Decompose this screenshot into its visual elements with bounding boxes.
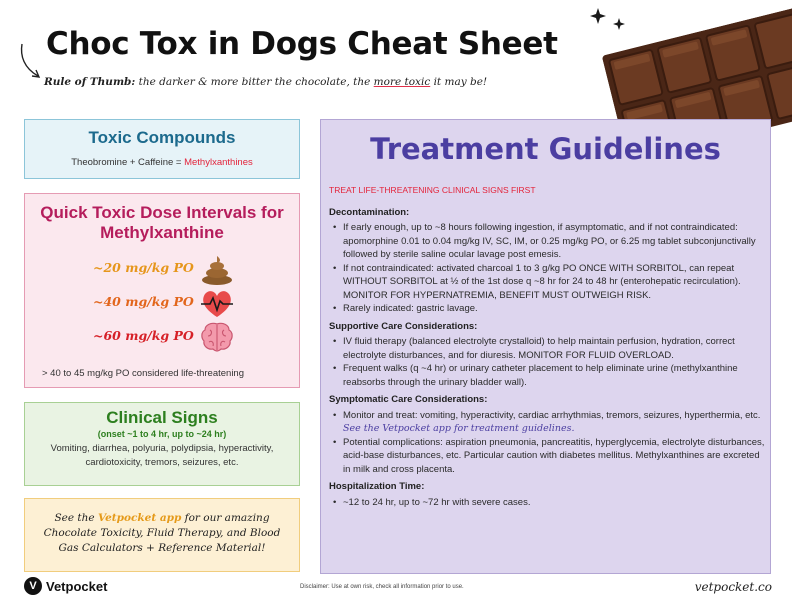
dose-row	[25, 286, 299, 320]
hospitalization-heading: Hospitalization Time:	[329, 481, 425, 492]
list-item: • Frequent walks (q ~4 hr) or urinary catheter placement to help eliminate urine (methylxanthine reabsorbs through the urinary bladder wall).	[329, 362, 765, 389]
promo-text	[25, 511, 299, 556]
promo-text-2: for our amazing Chocolate Toxicity, Fluid Therapy, and Blood Gas Calculators + Reference Material!	[43, 512, 281, 554]
brain-icon	[199, 320, 235, 354]
disclaimer: Disclaimer: Use at own risk, check all information prior to use.	[300, 584, 464, 590]
toxic-compounds-line	[25, 157, 299, 168]
clinical-signs-list: Vomiting, diarrhea, polyuria, polydipsia, hyperactivity, cardiotoxicity, tremors, seizures, etc.	[50, 443, 274, 468]
sparkle-icon	[590, 8, 606, 24]
page-title: Choc Tox in Dogs Cheat Sheet	[46, 26, 558, 62]
promo-app-link[interactable]: Vetpocket app	[97, 512, 182, 524]
compounds-prefix: Theobromine + Caffeine =	[71, 157, 185, 168]
poop-icon	[199, 252, 235, 286]
rule-of-thumb	[44, 76, 487, 88]
clinical-signs-card	[24, 402, 300, 486]
vetpocket-logo-text: Vetpocket	[46, 578, 108, 594]
compounds-highlight: Methylxanthines	[184, 157, 253, 168]
toxic-compounds-card	[24, 119, 300, 179]
heart-pulse-icon	[199, 286, 235, 320]
website-link[interactable]: vetpocket.co	[694, 580, 772, 594]
dose-row	[25, 252, 299, 286]
list-item: • If not contraindicated: activated charcoal 1 to 3 g/kg PO ONCE WITH SORBITOL, can repeat WITHOUT SORBITOL at ½ of the 1st dose q ~8 hr for 24 to 48 hr (enterohepatic recirculation). MONITOR FOR HYPERNATREMIA, BENEFIT MUST OUTWEIGH RISK.	[329, 262, 765, 303]
clinical-signs-onset: (onset ~1 to 4 hr, up to ~24 hr)	[97, 429, 227, 439]
list-item: • IV fluid therapy (balanced electrolyte crystalloid) to help maintain perfusion, hydration, correct electrolyte disturbances, and for diuresis. MONITOR FOR FLUID OVERLOAD.	[329, 335, 765, 362]
decontamination-list	[329, 221, 765, 316]
hospitalization-list	[329, 496, 765, 510]
rule-highlight: more toxic	[373, 76, 431, 88]
toxic-dose-card	[24, 193, 300, 388]
rule-label: Rule of Thumb:	[44, 76, 136, 88]
promo-text-1: See the	[54, 512, 98, 524]
toxic-dose-title: Quick Toxic Dose Intervals for Methylxanthine	[40, 203, 284, 242]
list-item: • If early enough, up to ~8 hours following ingestion, if asymptomatic, and if not contraindicated: apomorphine 0.01 to 0.04 mg/kg IV, SC, IM, or 0.25 mg/kg PO, or 6.25 mg tablet subconjunctivally followed by sterile saline ocular lavage post emesis.	[329, 221, 765, 262]
treatment-body	[329, 184, 765, 513]
life-threatening-note: > 40 to 45 mg/kg PO considered life-threatening	[42, 368, 244, 379]
supportive-care-heading: Supportive Care Considerations:	[329, 320, 478, 332]
vetpocket-logo[interactable]	[24, 577, 107, 595]
symptomatic-care-heading: Symptomatic Care Considerations:	[329, 394, 488, 405]
symptomatic-text: Monitor and treat: vomiting, hyperactivity, cardiac arrhythmias, tremors, seizures, hyperthermia, etc.	[343, 409, 761, 421]
dose-label: ~40 mg/kg PO	[93, 294, 194, 309]
rule-text-2: it may be!	[430, 76, 488, 88]
list-item: • ~12 to 24 hr, up to ~72 hr with severe cases.	[329, 496, 765, 510]
list-item	[329, 409, 765, 436]
treatment-guidelines-panel	[320, 119, 771, 574]
dose-label: ~20 mg/kg PO	[93, 260, 194, 275]
decontamination-heading: Decontamination:	[329, 206, 410, 218]
treat-first-warning: TREAT LIFE-THREATENING CLINICAL SIGNS FIRST	[329, 185, 536, 195]
sparkle-icon	[613, 18, 625, 30]
toxic-compounds-title: Toxic Compounds	[88, 128, 236, 147]
symptomatic-care-list	[329, 409, 765, 477]
treatment-app-link[interactable]: See the Vetpocket app for treatment guidelines.	[343, 423, 575, 434]
dose-row	[25, 320, 299, 354]
list-item: • Rarely indicated: gastric lavage.	[329, 302, 765, 316]
arrow-doodle-icon	[18, 42, 46, 82]
treatment-title: Treatment Guidelines	[370, 132, 721, 166]
supportive-care-list	[329, 335, 765, 389]
list-item: • Potential complications: aspiration pneumonia, pancreatitis, hyperglycemia, electrolyte disturbances, acid-base disturbances, etc. Particular caution with diabetes mellitus. Methylxanthines are excreted in milk and cross placenta.	[329, 436, 765, 477]
vetpocket-logo-icon: V	[24, 577, 42, 595]
rule-text-1: the darker & more bitter the chocolate, the	[135, 76, 374, 88]
dose-label: ~60 mg/kg PO	[93, 328, 194, 343]
vetpocket-promo-card	[24, 498, 300, 572]
clinical-signs-title: Clinical Signs	[106, 408, 218, 427]
